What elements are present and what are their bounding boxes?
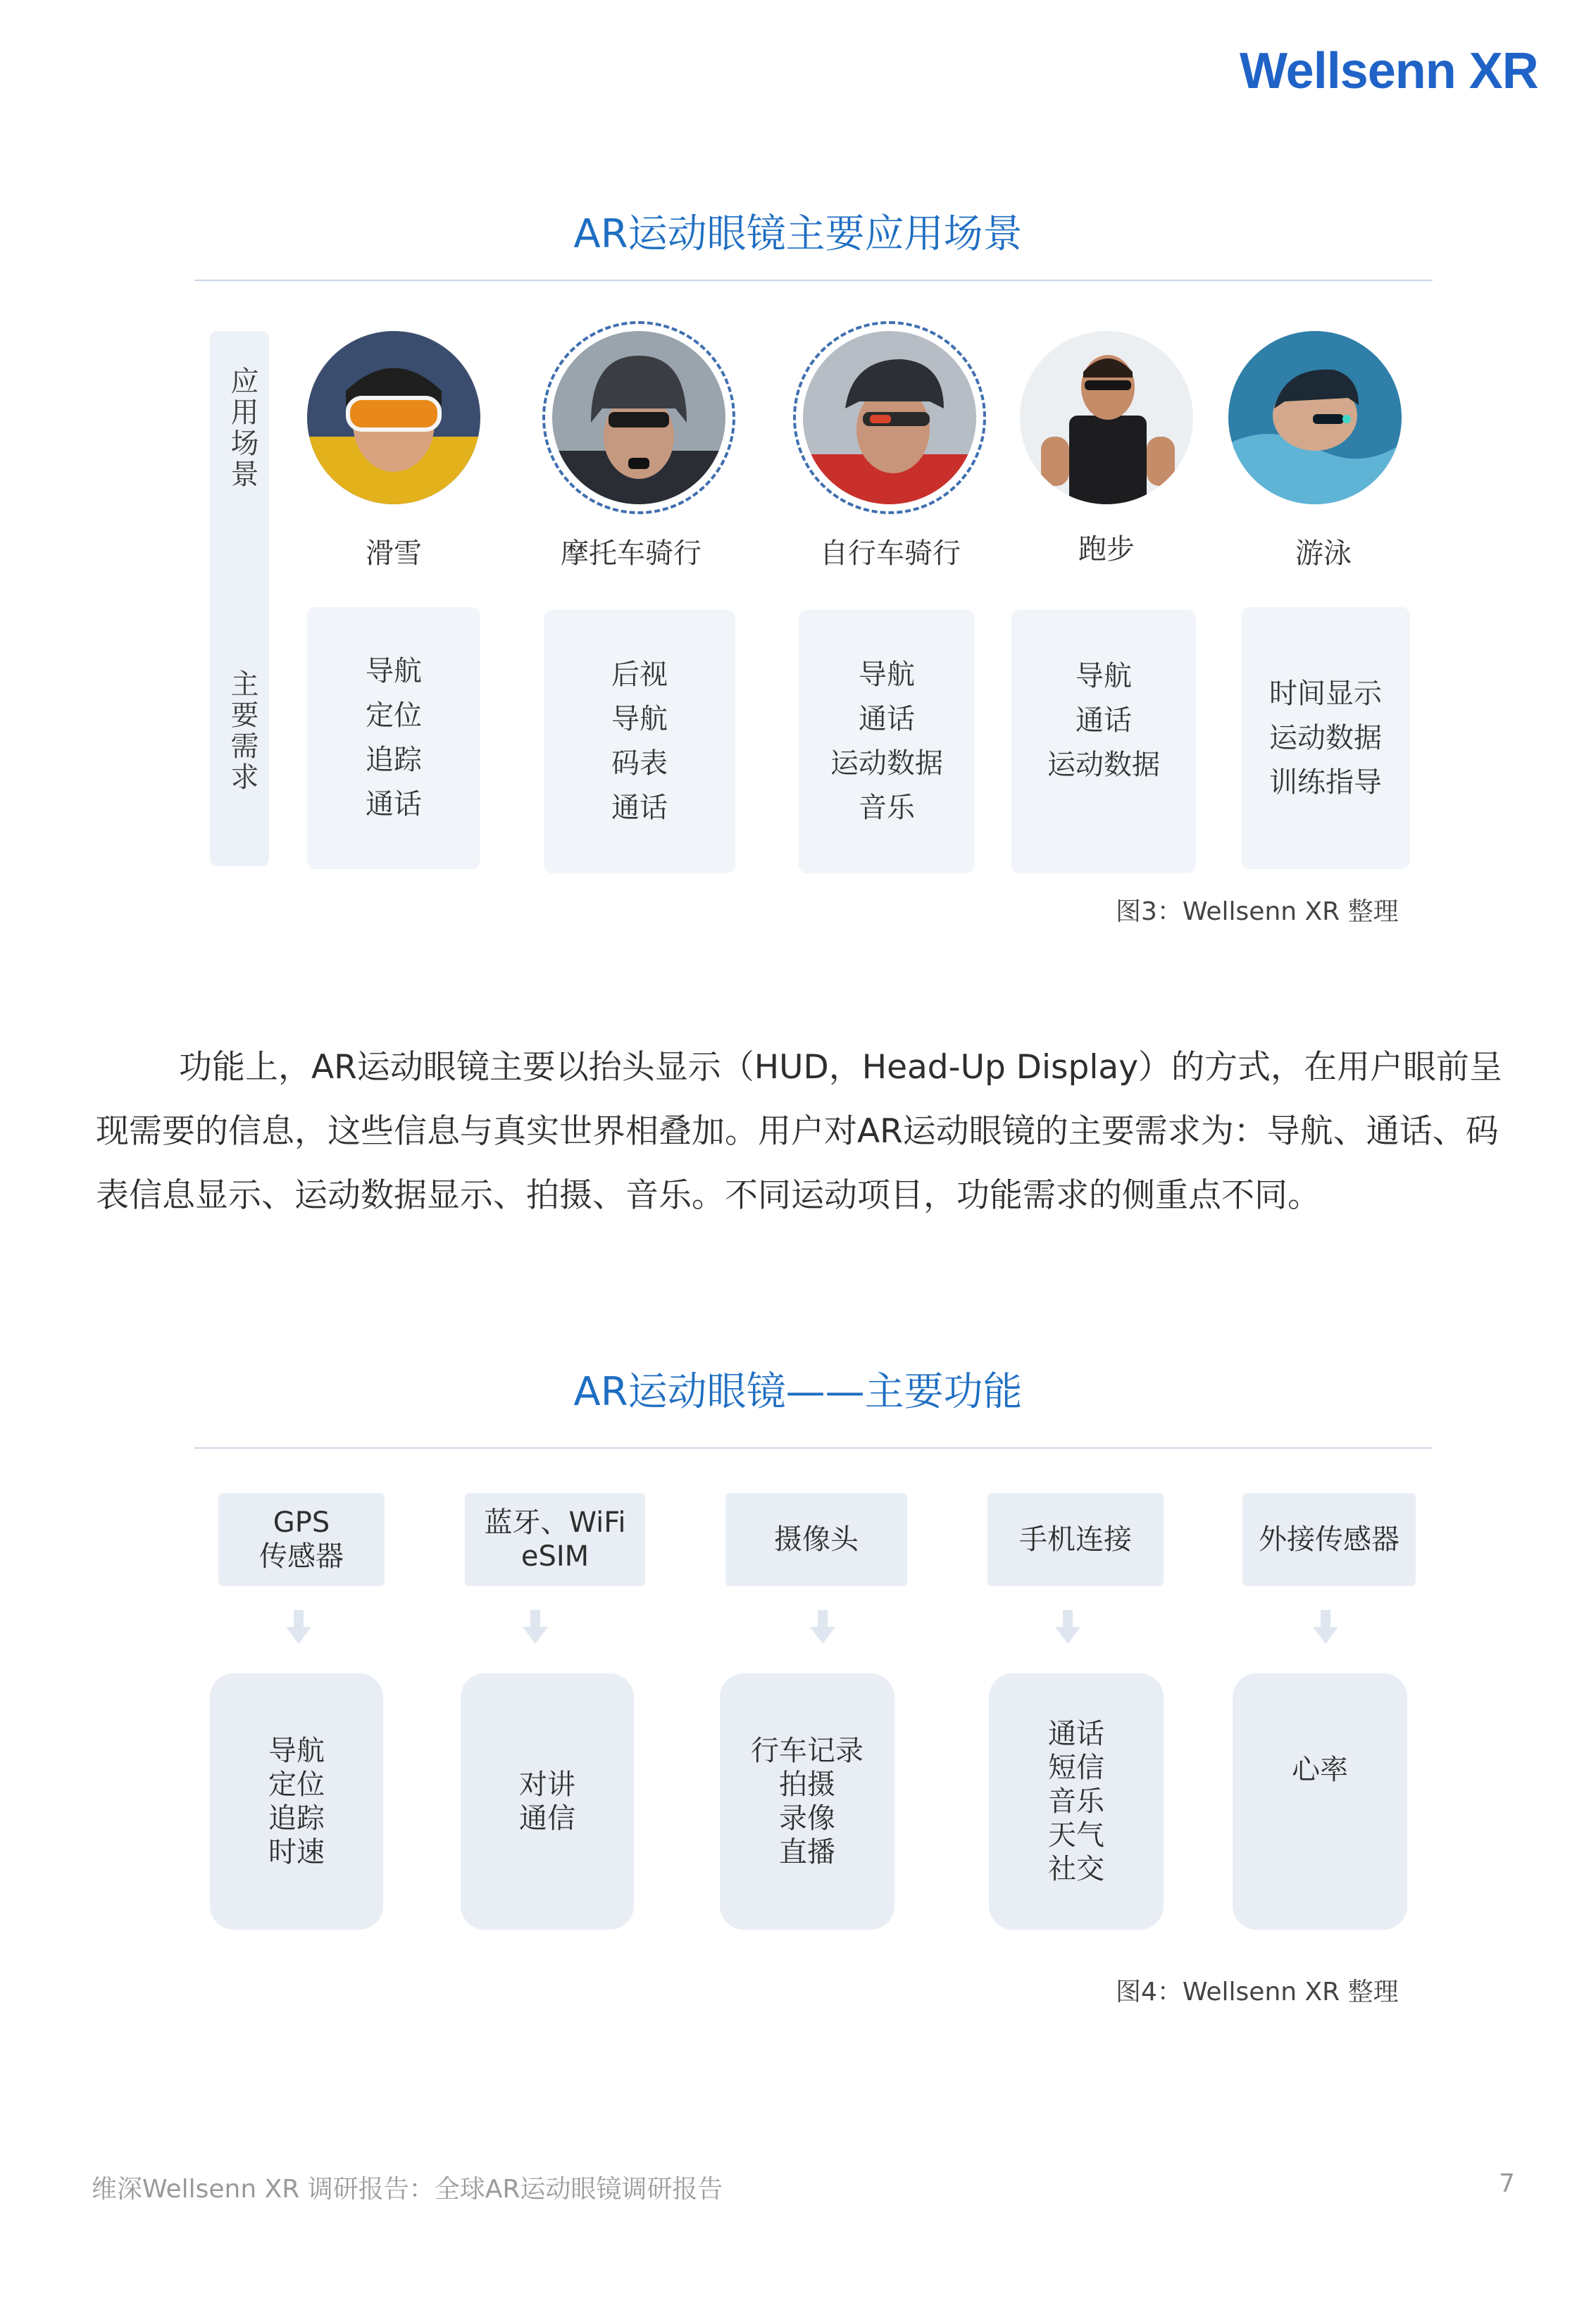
figure4-title: AR运动眼镜——主要功能 [573, 1369, 1023, 1415]
motorcycle-photo [552, 331, 725, 504]
list-item: 导航 [268, 1735, 325, 1767]
scene-name-cycling: 自行车骑行 [820, 537, 961, 570]
list-item: 通话 [611, 792, 668, 824]
list-item: 导航 [1076, 659, 1132, 692]
list-item: 定位 [366, 699, 422, 732]
list-item: 行车记录 [751, 1735, 864, 1767]
needs-box-skiing [307, 607, 480, 869]
row-label-scenes: 应用场景 [226, 366, 258, 490]
list-item: 通话 [1048, 1718, 1104, 1750]
list-item: 导航 [859, 659, 915, 691]
arrow-down-icon [521, 1610, 549, 1645]
body-paragraph [96, 1035, 1511, 1228]
footer-report-title: 维深Wellsenn XR 调研报告：全球AR运动眼镜调研报告 [92, 2175, 723, 2204]
list-item: 时间显示 [1269, 677, 1382, 710]
function-box-external-sensor [1233, 1673, 1407, 1930]
component-label: GPS [273, 1506, 330, 1539]
skiing-photo [307, 331, 480, 504]
component-label: 摄像头 [774, 1523, 859, 1556]
function-box-bluetooth [461, 1673, 634, 1930]
list-item: 拍摄 [779, 1768, 835, 1801]
needs-box-motorcycle [544, 610, 735, 873]
list-item: 定位 [268, 1768, 325, 1801]
list-item: 社交 [1048, 1853, 1104, 1885]
component-box-camera [725, 1493, 907, 1586]
scene-name-motorcycle: 摩托车骑行 [561, 537, 702, 570]
needs-box-cycling [799, 610, 975, 873]
figure4-caption: 图4：Wellsenn XR 整理 [1116, 1978, 1399, 2006]
list-item: 直播 [779, 1836, 835, 1868]
function-box-camera [720, 1673, 894, 1930]
function-box-gps [210, 1673, 383, 1930]
needs-box-swimming [1241, 607, 1410, 869]
scene-name-skiing: 滑雪 [366, 537, 422, 570]
component-box-bluetooth [465, 1493, 645, 1586]
list-item: 后视 [611, 659, 668, 691]
paragraph-text: 功能上，AR运动眼镜主要以抬头显示（HUD，Head-Up Display）的方式，在用户眼前呈现需要的信息，这些信息与真实世界相叠加。用户对AR运动眼镜的主要需求为：导航、通话、码表信息显示、运动数据显示、拍摄、音乐。不同运动项目，功能需求的侧重点不同。 [96, 1048, 1503, 1215]
arrow-down-icon [1311, 1610, 1340, 1645]
list-item: 时速 [268, 1836, 325, 1868]
arrow-down-icon [1054, 1610, 1082, 1645]
list-item: 通话 [859, 703, 915, 735]
list-item: 运动数据 [830, 747, 943, 780]
scene-name-running: 跑步 [1078, 533, 1135, 566]
list-item: 心率 [1292, 1754, 1348, 1786]
scene-name-swimming: 游泳 [1295, 537, 1352, 570]
list-item: 追踪 [366, 744, 422, 776]
list-item: 天气 [1048, 1819, 1104, 1852]
row-label-needs: 主要需求 [226, 669, 258, 793]
list-item: 短信 [1048, 1752, 1104, 1784]
component-label: 蓝牙、WiFi [484, 1506, 626, 1539]
list-item: 导航 [366, 655, 422, 687]
running-photo [1020, 331, 1193, 504]
figure3-caption: 图3：Wellsenn XR 整理 [1116, 897, 1399, 926]
cycling-photo [803, 331, 976, 504]
list-item: 通信 [519, 1802, 575, 1835]
figure4-divider [194, 1447, 1433, 1449]
list-item: 音乐 [1048, 1785, 1104, 1818]
list-item: 码表 [611, 747, 668, 780]
list-item: 对讲 [519, 1768, 575, 1801]
list-item: 音乐 [859, 792, 915, 824]
logo-text: Wellsenn XR [1240, 43, 1538, 99]
component-box-phone [987, 1493, 1164, 1586]
figure3-divider [194, 280, 1433, 281]
function-box-phone [989, 1673, 1164, 1930]
list-item: 录像 [779, 1802, 835, 1835]
component-label: 手机连接 [1019, 1523, 1132, 1556]
swimming-photo [1228, 331, 1402, 504]
list-item: 通话 [1076, 704, 1132, 737]
list-item: 训练指导 [1269, 766, 1382, 799]
component-label: 外接传感器 [1259, 1523, 1399, 1556]
figure3-title: AR运动眼镜主要应用场景 [573, 211, 1023, 257]
wellsenn-logo [1240, 39, 1542, 103]
page-number: 7 [1499, 2169, 1515, 2198]
component-label: eSIM [520, 1540, 590, 1573]
needs-box-running [1011, 610, 1196, 873]
list-item: 运动数据 [1047, 748, 1160, 781]
list-item: 导航 [611, 703, 668, 735]
list-item: 运动数据 [1269, 721, 1382, 754]
list-item: 追踪 [268, 1802, 325, 1835]
component-box-external-sensor [1242, 1493, 1416, 1586]
arrow-down-icon [809, 1610, 837, 1645]
component-box-gps [218, 1493, 385, 1586]
list-item: 通话 [366, 788, 422, 820]
component-label: 传感器 [259, 1540, 344, 1573]
arrow-down-icon [285, 1610, 313, 1645]
